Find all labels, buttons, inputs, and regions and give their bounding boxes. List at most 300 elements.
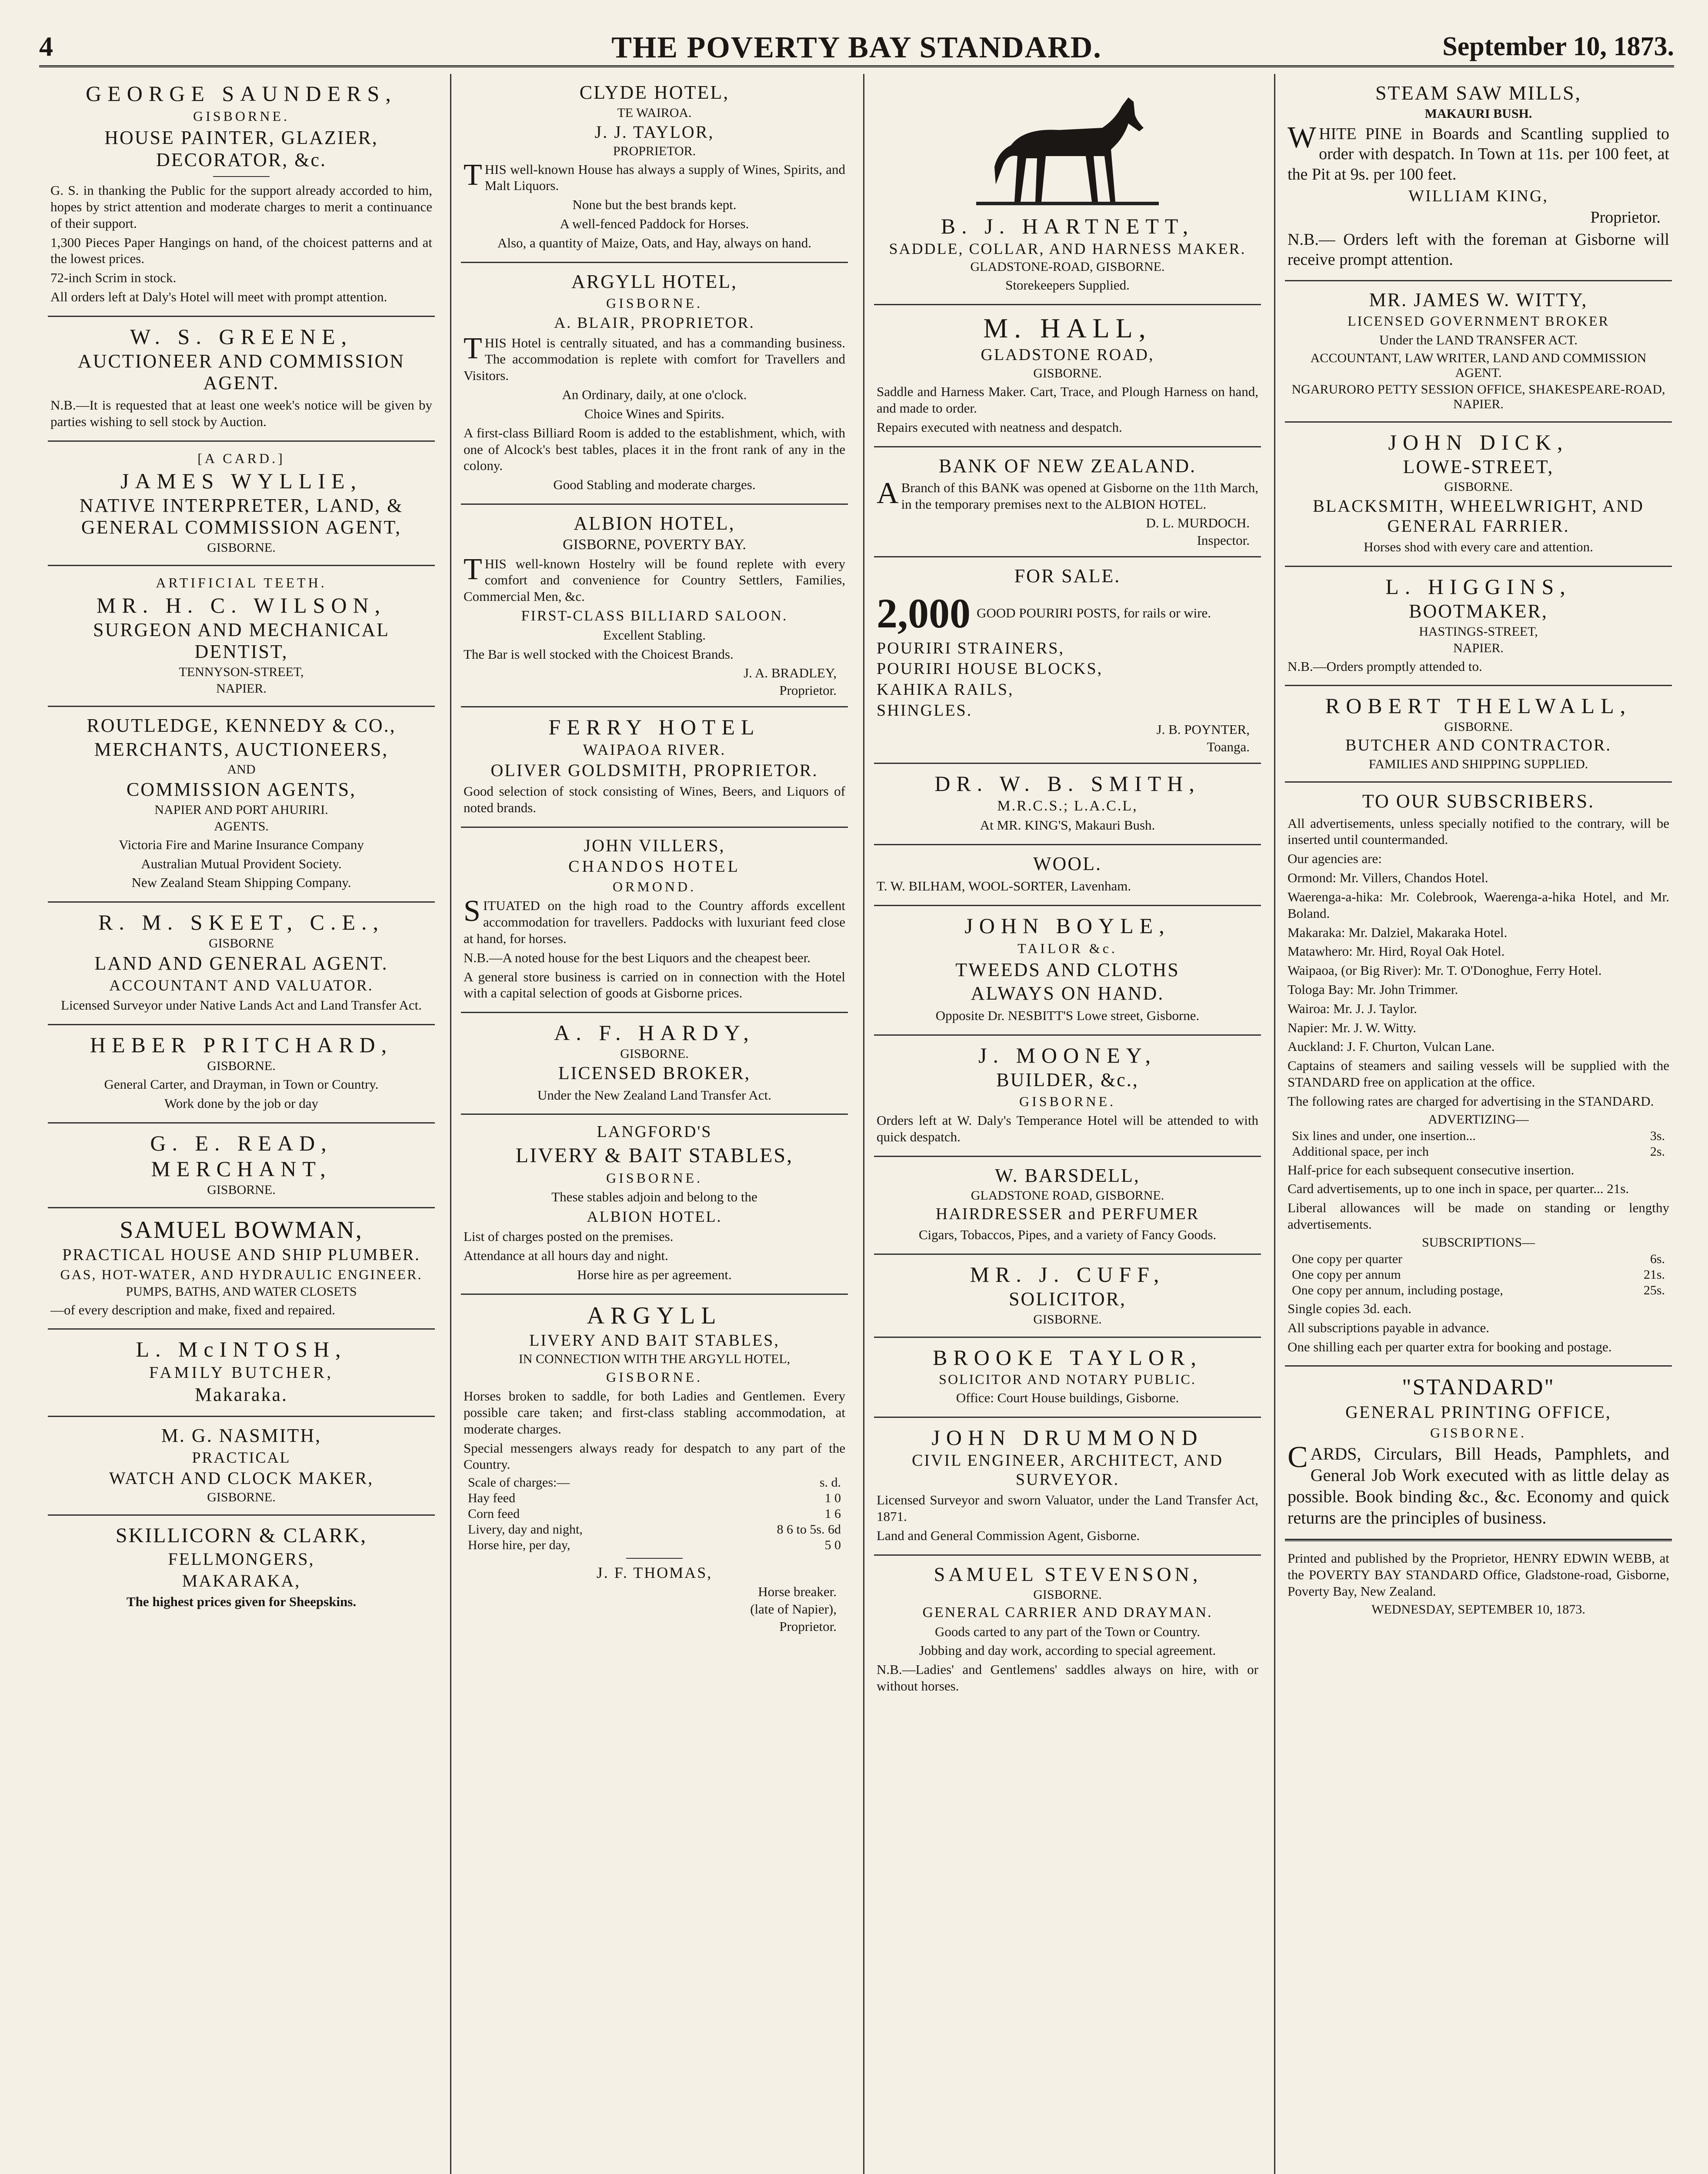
ad-heading: JOHN DRUMMOND	[931, 1425, 1204, 1450]
ad-clyde-hotel	[461, 74, 848, 263]
ad-text: G. S. in thanking the Public for the support already accorded to him, hopes by strict attention and moderate charges to merit a continuance of their support.	[50, 183, 432, 231]
ad-text: N.B.—It is requested that at least one week's notice will be given by parties wishing to sell stock by Auction.	[50, 397, 432, 429]
ad-text: THIS well-known House has always a supply of Wines, Spirits, and Malt Liquors.	[464, 158, 845, 193]
ad-text: Cigars, Tobaccos, Pipes, and a variety of Fancy Goods.	[918, 1227, 1217, 1243]
ad-heading: DR. W. B. SMITH,	[934, 771, 1201, 796]
ad-heading: MR. JAMES W. WITTY,	[1369, 289, 1588, 311]
ad-trade: PRACTICAL HOUSE AND SHIP PLUMBER.	[62, 1246, 420, 1264]
ad-role: PROPRIETOR.	[613, 143, 696, 158]
sale-line: POURIRI HOUSE BLOCKS,	[877, 660, 1103, 678]
ad-place: GISBORNE, POVERTY BAY.	[563, 536, 746, 553]
ad-trade: MERCHANTS, AUCTIONEERS,	[94, 738, 389, 760]
ad-kicker: LANGFORD'S	[597, 1123, 712, 1141]
ad-text: Excellent Stabling.	[603, 627, 706, 643]
ad-trade: BOOTMAKER,	[1409, 600, 1548, 622]
ad-argyll-hotel	[461, 263, 848, 505]
ad-brooke-taylor	[874, 1338, 1261, 1418]
sale-quantity: 2,000	[877, 590, 971, 637]
rate-row	[468, 1491, 841, 1506]
ad-trade: LICENSED GOVERNMENT BROKER	[1348, 313, 1609, 329]
ad-read	[48, 1124, 435, 1208]
ad-heading: R. M. SKEET, C.E.,	[98, 910, 385, 935]
ad-trade: BUILDER, &c.,	[996, 1069, 1139, 1090]
agency-item: Wairoa: Mr. J. J. Taylor.	[1288, 1000, 1417, 1016]
ad-witty	[1285, 281, 1672, 422]
ad-heading: M. HALL,	[983, 313, 1152, 344]
ad-for-sale	[874, 557, 1261, 764]
rate-row	[1292, 1283, 1665, 1298]
ad-place: GISBORNE.	[606, 1369, 703, 1385]
ad-trade: SADDLE, COLLAR, AND HARNESS MAKER.	[889, 240, 1246, 257]
ad-text: Office: Court House buildings, Gisborne.	[956, 1390, 1179, 1406]
ad-place: TE WAIROA.	[617, 105, 692, 120]
rate-value: 2s.	[1650, 1144, 1665, 1159]
rate-item: One copy per annum	[1292, 1267, 1401, 1282]
rate-row	[1292, 1129, 1665, 1144]
ad-subhead: AGENTS.	[214, 819, 269, 834]
ad-place: GISBORNE.	[207, 1059, 276, 1074]
notice-text: All subscriptions payable in advance.	[1288, 1320, 1490, 1335]
ad-text: —of every description and make, fixed and repaired.	[50, 1302, 336, 1317]
agency-item: Waerenga-a-hika: Mr. Colebrook, Waerenga-a-hika Hotel, and Mr. Boland.	[1288, 889, 1669, 921]
ad-role: (late of Napier),	[750, 1601, 837, 1617]
ad-trade: LIVERY AND BAIT STABLES,	[529, 1331, 780, 1350]
ad-text: Licensed Surveyor and sworn Valuator, under the Land Transfer Act, 1871.	[877, 1492, 1258, 1524]
ad-signature: J. F. THOMAS,	[596, 1564, 713, 1582]
ad-trade: HOUSE PAINTER, GLAZIER, DECORATOR, &c.	[104, 127, 378, 170]
ad-heading: "STANDARD"	[1402, 1375, 1555, 1400]
ad-boyle	[874, 906, 1261, 1036]
ad-place: GLADSTONE ROAD, GISBORNE.	[971, 1188, 1164, 1203]
rate-row	[1292, 1144, 1665, 1159]
agency-item: Makaraka: Mr. Dalziel, Makaraka Hotel.	[1288, 924, 1508, 940]
ad-bowman	[48, 1208, 435, 1330]
ad-heading: WOOL.	[1033, 853, 1102, 875]
ad-place: GISBORNE.	[1444, 480, 1513, 494]
sale-line: POURIRI STRAINERS,	[877, 639, 1064, 657]
rate-row	[468, 1507, 841, 1521]
notice-text: Our agencies are:	[1288, 851, 1382, 867]
ad-heading: BANK OF NEW ZEALAND.	[938, 455, 1197, 477]
ad-place: Makaraka.	[195, 1384, 288, 1406]
ad-text: Horses broken to saddle, for both Ladies and Gentlemen. Every possible care taken; and first-class stabling accommodation, at moderate charges.	[464, 1388, 845, 1437]
ad-smith	[874, 764, 1261, 845]
ad-trade: SOLICITOR,	[1009, 1288, 1126, 1310]
notice-text: Liberal allowances will be made on standing or lengthy advertisements.	[1288, 1200, 1669, 1232]
ad-heading: L. McINTOSH,	[136, 1337, 347, 1362]
divider	[626, 1558, 683, 1559]
ad-signature: D. L. MURDOCH.	[1146, 515, 1250, 530]
ad-trade: PRACTICAL	[192, 1448, 291, 1466]
ad-text: Special messengers always ready for despatch to any part of the Country.	[464, 1440, 845, 1472]
ad-place: MAKARAKA,	[182, 1571, 301, 1591]
ad-text: Work done by the job or day	[164, 1095, 318, 1111]
ad-trade: GAS, HOT-WATER, AND HYDRAULIC ENGINEER.	[60, 1266, 423, 1282]
rate-item: Six lines and under, one insertion...	[1292, 1128, 1476, 1143]
ad-ferry-hotel	[461, 707, 848, 828]
ad-signature: WILLIAM KING,	[1408, 187, 1548, 205]
ad-heading: J. MOONEY,	[978, 1043, 1157, 1067]
ad-text: Attendance at all hours day and night.	[464, 1248, 668, 1264]
ad-heading: MR. H. C. WILSON,	[96, 593, 387, 617]
ad-text: WHITE PINE in Boards and Scantling supplied to order with despatch. In Town at 11s. per 100 feet, at the Pit at 9s. per 100 feet.	[1288, 120, 1669, 183]
ad-text: AND	[227, 762, 256, 777]
sale-lead	[877, 589, 1258, 637]
ad-thelwall	[1285, 686, 1672, 783]
agency-item: Auckland: J. F. Churton, Vulcan Lane.	[1288, 1039, 1495, 1054]
ad-proprietor: OLIVER GOLDSMITH, PROPRIETOR.	[490, 760, 818, 780]
ad-heading: JAMES WYLLIE,	[120, 468, 363, 493]
ad-place: NAPIER.	[1453, 640, 1504, 655]
ad-text: N.B.—Orders promptly attended to.	[1288, 658, 1482, 674]
ad-text: THIS well-known Hostelry will be found replete with every comfort and convenience for Country Settlers, Families, Commercial Men, &c.	[464, 552, 845, 604]
newspaper-title: THE POVERTY BAY STANDARD.	[611, 31, 1102, 64]
ad-trade: LICENSED BROKER,	[558, 1064, 751, 1084]
ad-heading: M. G. NASMITH,	[161, 1424, 322, 1446]
column-2	[461, 74, 848, 2174]
ad-heading: G. E. READ,	[150, 1130, 333, 1155]
ad-cuff	[874, 1255, 1261, 1338]
ad-text: Licensed Surveyor under Native Lands Act and Land Transfer Act.	[61, 997, 422, 1013]
ad-heading: SAMUEL BOWMAN,	[120, 1216, 363, 1244]
ad-place: GISBORNE.	[606, 1170, 703, 1186]
ad-heading: FOR SALE.	[1014, 565, 1121, 587]
ad-heading: W. BARSDELL,	[995, 1164, 1140, 1186]
ad-text: IN CONNECTION WITH THE ARGYLL HOTEL,	[518, 1352, 791, 1367]
rate-label: Scale of charges:—	[468, 1475, 570, 1490]
ad-trade: GENERAL CARRIER AND DRAYMAN.	[922, 1604, 1213, 1620]
ad-text: Horses shod with every care and attention.	[1364, 539, 1593, 555]
rate-header	[468, 1475, 841, 1490]
ad-text: Repairs executed with neatness and despatch.	[877, 419, 1122, 435]
ad-heading: FERRY HOTEL	[548, 714, 761, 739]
ad-text: Choice Wines and Spirits.	[584, 406, 724, 421]
ad-heading: CLYDE HOTEL,	[579, 82, 730, 103]
notice-text: Card advertisements, up to one inch in space, per quarter... 21s.	[1288, 1181, 1629, 1197]
rate-value: 21s.	[1643, 1267, 1665, 1282]
ad-credentials: M.R.C.S.; L.A.C.L,	[997, 798, 1138, 814]
ad-heading: ALBION HOTEL,	[574, 512, 735, 534]
ad-signature: J. A. BRADLEY,	[744, 665, 837, 680]
ad-heading: SKILLICORN & CLARK,	[115, 1524, 367, 1547]
ad-hotel: ALBION HOTEL.	[587, 1208, 722, 1226]
ad-text: Jobbing and day work, according to special agreement.	[919, 1643, 1216, 1658]
ad-heading: BROOKE TAYLOR,	[933, 1345, 1202, 1370]
ad-text: Orders left at W. Daly's Temperance Hotel will be attended to with quick despatch.	[877, 1113, 1258, 1144]
ad-text: Australian Mutual Provident Society.	[141, 856, 342, 871]
ad-trade: HAIRDRESSER and PERFUMER	[935, 1205, 1200, 1224]
ad-text: Also, a quantity of Maize, Oats, and Hay, always on hand.	[497, 235, 811, 250]
ad-trade: ACCOUNTANT AND VALUATOR.	[109, 976, 374, 994]
ad-text: TWEEDS AND CLOTHS	[955, 959, 1180, 980]
ad-text: Saddle and Harness Maker. Cart, Trace, and Plough Harness on hand, and made to order.	[877, 384, 1258, 416]
column-3	[874, 74, 1261, 2174]
imprint-text: Printed and published by the Proprietor, HENRY EDWIN WEBB, at the POVERTY BAY STANDARD Office, Gladstone-road, Gisborne, Poverty Bay, New Zealand.	[1288, 1550, 1669, 1599]
ad-bank-of-new-zealand	[874, 447, 1261, 557]
ad-text: CARDS, Circulars, Bill Heads, Pamphlets, and General Job Work executed with as little delay as possible. Book binding &c., &c. Economy and quick returns are the principles of business.	[1288, 1440, 1669, 1527]
notice-subhead: ADVERTIZING—	[1428, 1112, 1529, 1127]
ad-barsdell	[874, 1157, 1261, 1255]
ad-place: GISBORNE.	[620, 1047, 689, 1061]
ad-text: List of charges posted on the premises.	[464, 1229, 674, 1244]
ad-text: N.B.—Ladies' and Gentlemens' saddles always on hire, with or without horses.	[877, 1662, 1258, 1694]
ad-street: GLADSTONE ROAD,	[981, 345, 1154, 364]
ad-trade: WATCH AND CLOCK MAKER,	[109, 1468, 374, 1488]
ad-trade: SOLICITOR AND NOTARY PUBLIC.	[939, 1371, 1196, 1387]
ad-steam-saw-mills	[1285, 74, 1672, 281]
rate-item: Livery, day and night,	[468, 1522, 583, 1537]
ad-text: FAMILIES AND SHIPPING SUPPLIED.	[1368, 757, 1588, 772]
ad-text: Land and General Commission Agent, Gisborne.	[877, 1528, 1140, 1544]
ad-street: LOWE-STREET,	[1403, 456, 1554, 477]
ad-text: Storekeepers Supplied.	[1005, 277, 1130, 293]
agency-item: Ormond: Mr. Villers, Chandos Hotel.	[1288, 870, 1488, 886]
ad-place: GISBORNE.	[1033, 366, 1102, 381]
ad-text: These stables adjoin and belong to the	[551, 1189, 757, 1205]
ad-hartnett	[874, 74, 1261, 305]
ad-text: Victoria Fire and Marine Insurance Company	[119, 837, 364, 852]
ad-skillicorn	[48, 1516, 435, 1620]
ad-text: A well-fenced Paddock for Horses.	[560, 216, 749, 232]
rate-item: Hay feed	[468, 1491, 516, 1506]
ad-heading: JOHN VILLERS,	[584, 835, 725, 855]
ad-mooney	[874, 1036, 1261, 1157]
ad-drummond	[874, 1418, 1261, 1556]
ad-text: FIRST-CLASS BILLIARD SALOON.	[521, 607, 788, 624]
ad-text: The Bar is well stocked with the Choicest Brands.	[464, 646, 734, 662]
notice-text: The following rates are charged for advertising in the STANDARD.	[1288, 1093, 1654, 1109]
ad-heading: JOHN BOYLE,	[964, 913, 1171, 938]
ad-trade: NATIVE INTERPRETER, LAND, & GENERAL COMMISSION AGENT,	[79, 494, 404, 538]
ad-text: The highest prices given for Sheepskins.	[126, 1594, 357, 1610]
ad-text: ABranch of this BANK was opened at Gisborne on the 11th March, in the temporary premises next to the ALBION HOTEL.	[877, 477, 1258, 512]
column-rule	[450, 74, 451, 2174]
ad-trade: CIVIL ENGINEER, ARCHITECT, AND SURVEYOR.	[912, 1451, 1223, 1489]
ad-heading: JOHN DICK,	[1388, 430, 1569, 454]
ad-text: Under the New Zealand Land Transfer Act.	[537, 1087, 772, 1103]
ad-heading: LIVERY & BAIT STABLES,	[515, 1144, 794, 1167]
ad-trade: AUCTIONEER AND COMMISSION AGENT.	[77, 350, 405, 394]
notice-text: Captains of steamers and sailing vessels will be supplied with the STANDARD free on application at the office.	[1288, 1058, 1669, 1090]
rate-row	[468, 1538, 841, 1553]
ad-text: Good Stabling and moderate charges.	[553, 477, 756, 493]
ad-card-label: [A CARD.]	[197, 450, 285, 466]
ad-text: Under the LAND TRANSFER ACT.	[1379, 332, 1578, 347]
ad-text: Opposite Dr. NESBITT'S Lowe street, Gisborne.	[935, 1007, 1200, 1023]
ad-place: Toanga.	[1207, 739, 1250, 755]
notice-text: Half-price for each subsequent consecutive insertion.	[1288, 1162, 1575, 1177]
rate-item: Horse hire, per day,	[468, 1538, 570, 1553]
ad-text: Good selection of stock consisting of Wines, Beers, and Liquors of noted brands.	[464, 784, 845, 815]
ad-text: New Zealand Steam Shipping Company.	[131, 875, 351, 890]
rate-row	[1292, 1267, 1665, 1282]
ad-place: GLADSTONE-ROAD, GISBORNE.	[970, 260, 1165, 274]
sale-line: SHINGLES.	[877, 701, 973, 720]
imprint-date: WEDNESDAY, SEPTEMBER 10, 1873.	[1371, 1602, 1585, 1617]
ad-heading: SAMUEL STEVENSON,	[934, 1563, 1201, 1585]
horse-illustration-icon	[972, 80, 1163, 210]
ad-heading: L. HIGGINS,	[1385, 574, 1571, 599]
column-4	[1285, 74, 1672, 2174]
ad-saunders	[48, 74, 435, 317]
rate-item: Corn feed	[468, 1507, 520, 1521]
notice-subhead: SUBSCRIPTIONS—	[1421, 1235, 1535, 1250]
ad-villers	[461, 828, 848, 1014]
ad-role: Proprietor.	[1590, 208, 1661, 227]
ad-kicker: ARTIFICIAL TEETH.	[156, 574, 327, 590]
ad-stevenson	[874, 1556, 1261, 1705]
rate-item: Additional space, per inch	[1292, 1144, 1429, 1159]
ad-role: Horse breaker.	[758, 1584, 837, 1599]
ad-heading: W. S. GREENE,	[130, 324, 353, 349]
ad-proprietor: J. J. TAYLOR,	[594, 122, 714, 142]
ad-text: THIS Hotel is centrally situated, and has a commanding business. The accommodation is replete with comfort for Travellers and Visitors.	[464, 331, 845, 383]
agency-item: Waipaoa, (or Big River): Mr. T. O'Donoghue, Ferry Hotel.	[1288, 963, 1602, 978]
sale-line: KAHIKA RAILS,	[877, 680, 1014, 699]
ad-signature: J. B. POYNTER,	[1156, 722, 1250, 737]
ad-place: ORMOND.	[612, 879, 697, 895]
ad-place: GISBORNE.	[207, 1490, 276, 1504]
ad-text: 72-inch Scrim in stock.	[50, 270, 177, 286]
ad-trade: COMMISSION AGENTS,	[126, 779, 357, 800]
ad-place: GISBORNE.	[1033, 1587, 1102, 1602]
ad-text: NGARURORO PETTY SESSION OFFICE, SHAKESPEARE-ROAD, NAPIER.	[1291, 382, 1665, 411]
ad-wyllie	[48, 442, 435, 566]
ad-john-dick	[1285, 423, 1672, 567]
rate-value: 25s.	[1643, 1283, 1665, 1297]
rate-value: 1 0	[824, 1491, 841, 1506]
ad-heading: HEBER PRITCHARD,	[90, 1033, 393, 1057]
ad-text: A first-class Billiard Room is added to the establishment, which, with one of Alcock's best tables, places it in the front rank of any in the colony.	[464, 425, 845, 473]
ad-skeet	[48, 903, 435, 1025]
ad-argyll-stables	[461, 1295, 848, 1642]
ad-place: WAIPAOA RIVER.	[583, 740, 726, 758]
rate-row	[1292, 1252, 1665, 1267]
rate-row	[468, 1522, 841, 1537]
ad-street: HASTINGS-STREET,	[1419, 624, 1538, 639]
divider	[213, 176, 270, 177]
ad-routledge	[48, 707, 435, 903]
ad-text: At MR. KING'S, Makauri Bush.	[980, 817, 1155, 833]
rate-value: 6s.	[1650, 1251, 1665, 1266]
ad-trade: MERCHANT,	[151, 1156, 332, 1181]
ad-text: N.B.— Orders left with the foreman at Gisborne will receive prompt attention.	[1288, 230, 1669, 269]
ad-heading: GEORGE SAUNDERS,	[86, 81, 397, 106]
ad-role: Proprietor.	[779, 1618, 837, 1634]
ad-text: Horse hire as per agreement.	[577, 1267, 732, 1283]
agency-item: Tologa Bay: Mr. John Trimmer.	[1288, 981, 1458, 997]
ad-heading: ROUTLEDGE, KENNEDY & CO.,	[87, 715, 396, 737]
ad-text: General Carter, and Drayman, in Town or Country.	[104, 1077, 379, 1092]
notice-text: All advertisements, unless specially notified to the contrary, will be inserted until countermanded.	[1288, 815, 1669, 847]
ad-text: A general store business is carried on in connection with the Hotel with a capital selection of goods at Gisborne prices.	[464, 969, 845, 1001]
ad-trade: LAND AND GENERAL AGENT.	[94, 953, 388, 974]
ad-albion-hotel	[461, 505, 848, 707]
ad-mcintosh	[48, 1330, 435, 1417]
ad-place: GISBORNE.	[1430, 1425, 1527, 1441]
rate-value: 8 6 to 5s. 6d	[777, 1522, 841, 1537]
ad-text: None but the best brands kept.	[572, 197, 737, 213]
ad-hardy	[461, 1013, 848, 1115]
ad-trade: BLACKSMITH, WHEELWRIGHT, AND GENERAL FARRIER.	[1313, 496, 1644, 536]
rate-item: One copy per annum, including postage,	[1292, 1283, 1503, 1297]
agency-item: Matawhero: Mr. Hird, Royal Oak Hotel.	[1288, 944, 1505, 959]
ad-heading: ROBERT THELWALL,	[1325, 694, 1632, 718]
ad-standard-printing-office	[1285, 1367, 1672, 1540]
ad-text: All orders left at Daly's Hotel will meet with prompt attention.	[50, 289, 387, 305]
masthead	[39, 17, 1674, 67]
ad-text: 1,300 Pieces Paper Hangings on hand, of the choicest patterns and at the lowest prices.	[50, 234, 432, 267]
ad-hotel: CHANDOS HOTEL	[568, 857, 741, 876]
ad-place: GISBORNE.	[207, 540, 276, 555]
ad-trade: FELLMONGERS,	[168, 1549, 315, 1569]
column-rule	[1274, 74, 1275, 2174]
ad-text: N.B.—A noted house for the best Liquors and the cheapest beer.	[464, 950, 811, 965]
ad-pritchard	[48, 1025, 435, 1124]
ad-place: GISBORNE.	[1033, 1312, 1102, 1327]
ad-heading: MR. J. CUFF,	[970, 1262, 1165, 1287]
ad-heading: ARGYLL HOTEL,	[571, 270, 737, 292]
ad-place: GISBORNE.	[207, 1182, 276, 1197]
ad-nasmith	[48, 1417, 435, 1516]
rate-value: 3s.	[1650, 1128, 1665, 1143]
ad-wilson	[48, 566, 435, 707]
ad-text: Goods carted to any part of the Town or Country.	[935, 1624, 1200, 1639]
ad-place: NAPIER AND PORT AHURIRI.	[154, 802, 328, 817]
ad-place: GISBORNE.	[1019, 1094, 1116, 1110]
notice-to-subscribers	[1285, 783, 1672, 1367]
column-rule	[863, 74, 864, 2174]
notice-heading: TO OUR SUBSCRIBERS.	[1362, 790, 1595, 812]
issue-date: September 10, 1873.	[1442, 32, 1674, 61]
agency-item: Napier: Mr. J. W. Witty.	[1288, 1020, 1416, 1035]
ad-langford	[461, 1115, 848, 1295]
notice-text: Single copies 3d. each.	[1288, 1300, 1411, 1316]
rate-item: One copy per quarter	[1292, 1251, 1403, 1266]
ad-role: Inspector.	[1197, 532, 1250, 548]
ad-trade: FAMILY BUTCHER,	[149, 1364, 334, 1382]
ad-heading: STEAM SAW MILLS,	[1375, 82, 1582, 104]
ad-place: NAPIER.	[216, 681, 267, 696]
rate-value: 5 0	[824, 1538, 841, 1553]
ad-higgins	[1285, 567, 1672, 686]
ad-role: Proprietor.	[779, 682, 837, 698]
ad-hall	[874, 305, 1261, 447]
ad-street: TENNYSON-STREET,	[179, 665, 304, 680]
ad-wool	[874, 845, 1261, 906]
ad-proprietor: A. BLAIR, PROPRIETOR.	[554, 314, 755, 332]
ad-trade: BUTCHER AND CONTRACTOR.	[1345, 736, 1611, 755]
column-1	[48, 74, 435, 2174]
ad-text: SITUATED on the high road to the Country affords excellent accommodation for travellers. Paddocks with luxuriant feed close at hand, for horses.	[464, 894, 845, 947]
ad-trade: TAILOR &c.	[1017, 940, 1118, 956]
ad-place: MAKAURI BUSH.	[1424, 106, 1532, 121]
ad-text: T. W. BILHAM, WOOL-SORTER, Lavenham.	[877, 878, 1131, 894]
rate-units: s. d.	[819, 1475, 841, 1490]
ad-greene	[48, 317, 435, 442]
ad-trade: GENERAL PRINTING OFFICE,	[1345, 1402, 1611, 1422]
ad-heading: A. F. HARDY,	[554, 1020, 755, 1045]
ad-heading: B. J. HARTNETT,	[941, 214, 1194, 238]
ad-text: ALWAYS ON HAND.	[971, 983, 1164, 1004]
ad-place: GISBORNE.	[193, 108, 290, 124]
ad-place: GISBORNE.	[1444, 720, 1513, 734]
ad-place: GISBORNE.	[606, 295, 703, 311]
ad-trade: SURGEON AND MECHANICAL DENTIST,	[93, 619, 390, 663]
ad-text: ACCOUNTANT, LAW WRITER, LAND AND COMMISSION AGENT.	[1310, 350, 1647, 380]
sale-item: GOOD POURIRI POSTS, for rails or wire.	[977, 605, 1211, 621]
imprint	[1285, 1540, 1672, 1626]
